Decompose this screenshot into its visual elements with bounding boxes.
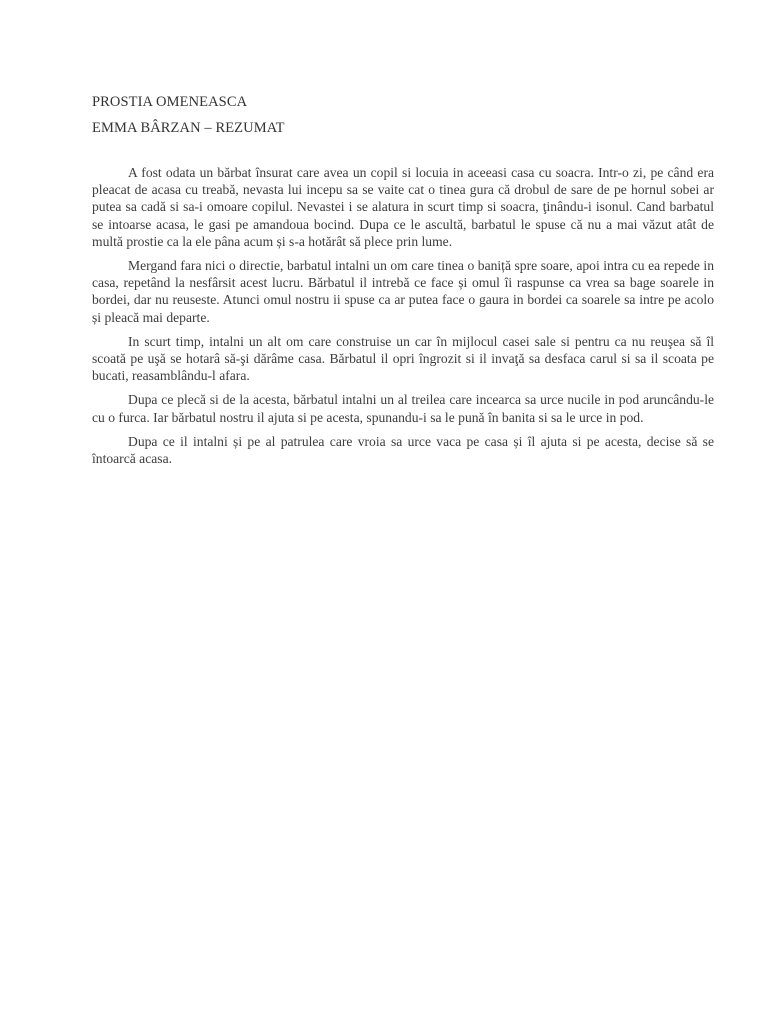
paragraph-2: Mergand fara nici o directie, barbatul intalni un om care tinea o baniță spre soare, apoi intra cu ea repede in casa, repetând la nesfârsit acest lucru. Bărbatul il intrebă ce face și omul îi raspunse ca vrea sa bage soarele in bordei, dar nu reuseste. Atunci omul nostru ii spuse ca ar putea face o gaura in bordei ca soarele sa intre pe acolo și pleacă mai departe. [92, 258, 714, 325]
paragraph-5: Dupa ce il intalni și pe al patrulea care vroia sa urce vaca pe casa și îl ajuta si pe acesta, decise să se întoarcă acasa. [92, 433, 714, 467]
document-title: PROSTIA OMENEASCA [92, 94, 248, 110]
paragraph-1: A fost odata un bărbat însurat care avea un copil si locuia in aceeasi casa cu soacra. Intr-o zi, pe când era pleacat de acasa cu treabă, nevasta lui incepu sa se vaite cat o tinea gura că drobul de sare de pe hornul sobei ar putea sa cadă si sa-i omoare copilul. Nevastei i se alatura in scurt timp si soacra, ţinându-i isonul. Cand barbatul se intoarse acasa, le gasi pe amandoua bocind. Dupa ce le ascultă, barbatul le spuse că nu a mai văzut atât de multă prostie ca la ele pâna acum și s-a hotărât să plece prin lume. [92, 165, 714, 249]
document-body [92, 92, 714, 474]
document-subtitle: EMMA BÂRZAN – REZUMAT [92, 120, 285, 136]
paragraph-4: Dupa ce plecă si de la acesta, bărbatul intalni un al treilea care incearca sa urce nucile in pod aruncându-le cu o furca. Iar bărbatul nostru il ajuta si pe acesta, spunandu-i sa le pună în banita si sa le urce in pod. [92, 392, 714, 425]
paragraph-3: In scurt timp, intalni un alt om care construise un car în mijlocul casei sale si pentru ca nu reuşea să îl scoată pe uşă se hotarâ să-şi dărâme casa. Bărbatul il opri îngrozit si il invaţă sa desfaca carul si sa il scoata pe bucati, reasamblându-l afara. [92, 333, 714, 384]
